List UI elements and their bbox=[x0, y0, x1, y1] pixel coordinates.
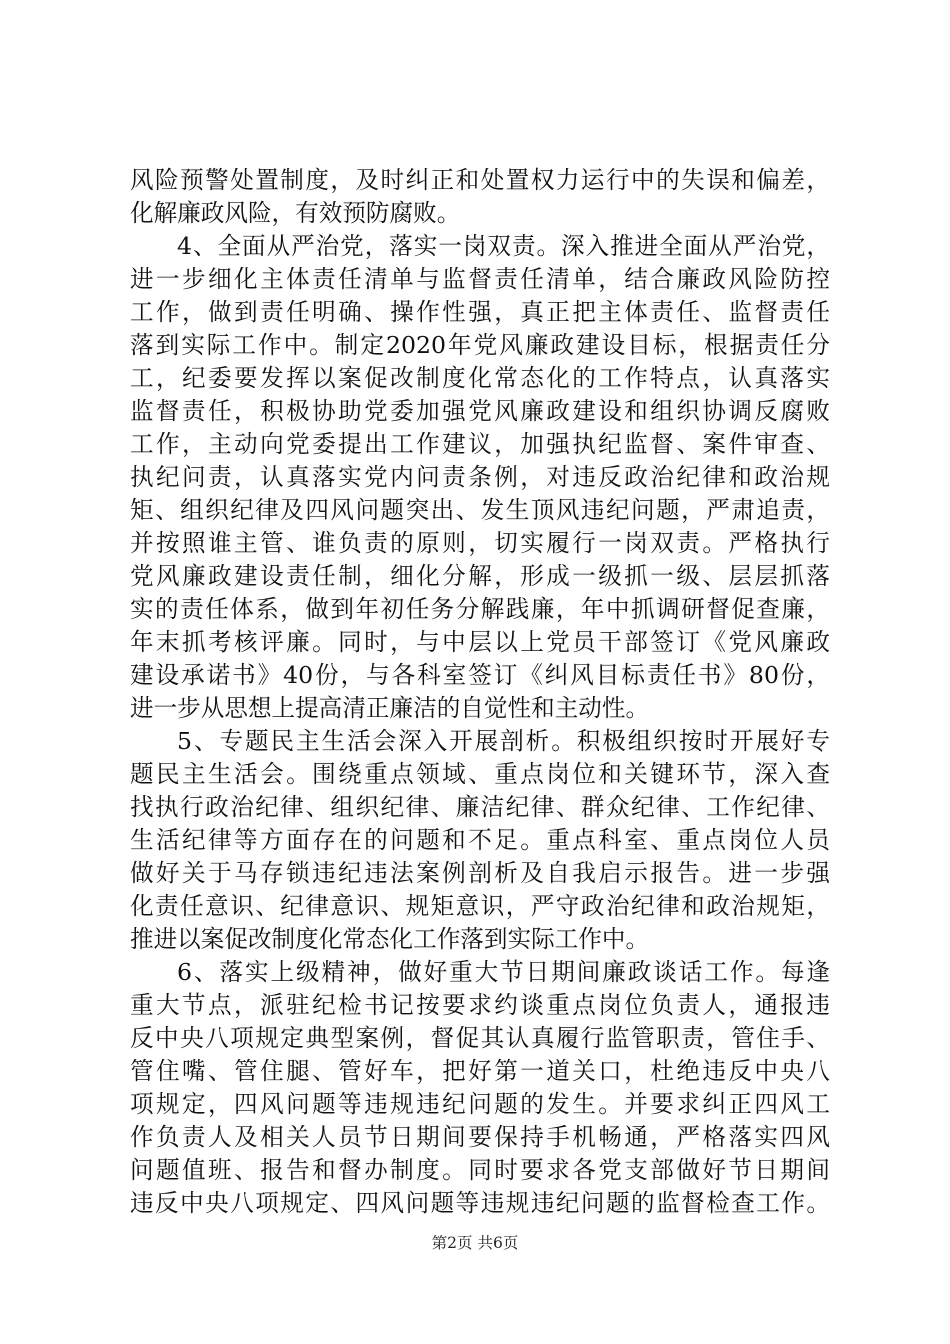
paragraph-4-start: 4、全面从严治党，落实一岗双责。深入推进全面从严治党， bbox=[177, 232, 830, 260]
text-line: 化解廉政风险，有效预防腐败。 bbox=[130, 199, 461, 227]
text-line: 矩、组织纪律及四风问题突出、发生顶风违纪问题，严肃追责， bbox=[130, 496, 830, 524]
text-line: 问题值班、报告和督办制度。同时要求各党支部做好节日期间 bbox=[130, 1156, 830, 1184]
text-line: 做好关于马存锁违纪违法案例剖析及自我启示报告。进一步强 bbox=[130, 859, 830, 887]
text-line: 并按照谁主管、谁负责的原则，切实履行一岗双责。严格执行 bbox=[130, 529, 830, 557]
text-line: 生活纪律等方面存在的问题和不足。重点科室、重点岗位人员 bbox=[130, 826, 830, 854]
text-line: 落到实际工作中。制定2020年党风廉政建设目标，根据责任分 bbox=[130, 331, 830, 359]
page-number-footer: 第2页 共6页 bbox=[431, 1234, 519, 1252]
text-line: 重大节点，派驻纪检书记按要求约谈重点岗位负责人，通报违 bbox=[130, 991, 830, 1019]
text-line: 违反中央八项规定、四风问题等违规违纪问题的监督检查工作。 bbox=[130, 1189, 830, 1217]
text-line: 执纪问责，认真落实党内问责条例，对违反政治纪律和政治规 bbox=[130, 463, 830, 491]
text-line: 作负责人及相关人员节日期间要保持手机畅通，严格落实四风 bbox=[130, 1123, 830, 1151]
text-line: 项规定，四风问题等违规违纪问题的发生。并要求纠正四风工 bbox=[130, 1090, 830, 1118]
text-line: 建设承诺书》40份，与各科室签订《纠风目标责任书》80份， bbox=[130, 661, 830, 689]
text-line: 反中央八项规定典型案例，督促其认真履行监管职责，管住手、 bbox=[130, 1024, 830, 1052]
text-line: 推进以案促改制度化常态化工作落到实际工作中。 bbox=[130, 925, 650, 953]
text-line: 进一步细化主体责任清单与监督责任清单，结合廉政风险防控 bbox=[130, 265, 830, 293]
paragraph-5-start: 5、专题民主生活会深入开展剖析。积极组织按时开展好专 bbox=[177, 727, 830, 755]
text-line: 监督责任，积极协助党委加强党风廉政建设和组织协调反腐败 bbox=[130, 397, 830, 425]
text-line: 找执行政治纪律、组织纪律、廉洁纪律、群众纪律、工作纪律、 bbox=[130, 793, 830, 821]
text-line: 化责任意识、纪律意识、规矩意识，严守政治纪律和政治规矩， bbox=[130, 892, 830, 920]
text-line: 实的责任体系，做到年初任务分解践廉，年中抓调研督促查廉， bbox=[130, 595, 830, 623]
text-line: 风险预警处置制度，及时纠正和处置权力运行中的失误和偏差， bbox=[130, 166, 830, 194]
text-line: 工，纪委要发挥以案促改制度化常态化的工作特点，认真落实 bbox=[130, 364, 830, 392]
text-line: 党风廉政建设责任制，细化分解，形成一级抓一级、层层抓落 bbox=[130, 562, 830, 590]
text-line: 管住嘴、管住腿、管好车，把好第一道关口，杜绝违反中央八 bbox=[130, 1057, 830, 1085]
text-line: 年末抓考核评廉。同时，与中层以上党员干部签订《党风廉政 bbox=[130, 628, 830, 656]
text-line: 工作，主动向党委提出工作建议，加强执纪监督、案件审查、 bbox=[130, 430, 830, 458]
paragraph-6-start: 6、落实上级精神，做好重大节日期间廉政谈话工作。每逢 bbox=[177, 958, 830, 986]
text-line: 工作，做到责任明确、操作性强，真正把主体责任、监督责任 bbox=[130, 298, 830, 326]
document-body bbox=[130, 164, 830, 1220]
text-line: 进一步从思想上提高清正廉洁的自觉性和主动性。 bbox=[130, 694, 650, 722]
text-line: 题民主生活会。围绕重点领域、重点岗位和关键环节，深入查 bbox=[130, 760, 830, 788]
